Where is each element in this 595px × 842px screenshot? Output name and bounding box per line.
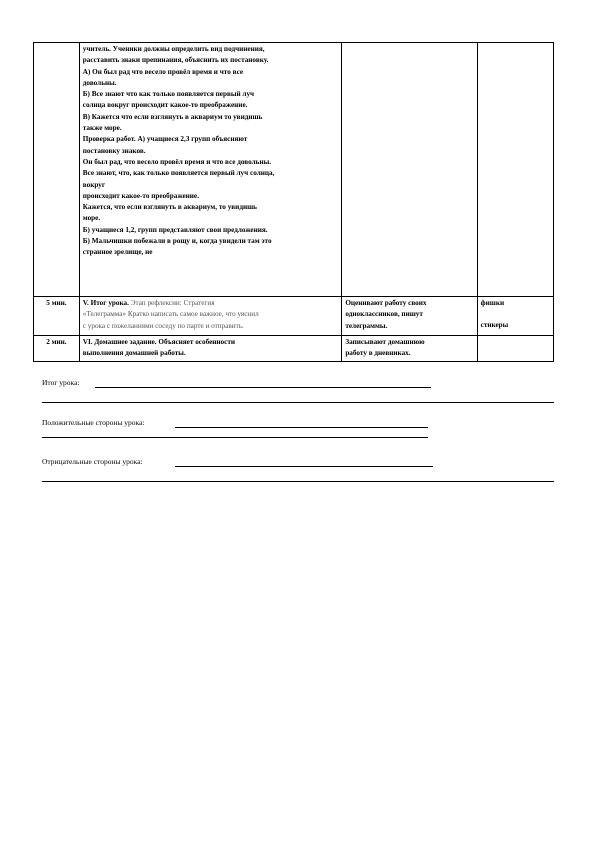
- teacher-activity-cell: [79, 297, 342, 336]
- underline: [95, 387, 431, 388]
- text-line: Записывают домашнюю: [345, 338, 425, 346]
- stage-text: Этап рефлексии: Стратегия: [128, 299, 215, 307]
- underline: [42, 402, 554, 403]
- table-row: [34, 43, 554, 297]
- text-line: «Телеграмма» Кратко написать самое важное, что уяснил: [82, 310, 259, 319]
- student-activity-cell: [342, 297, 477, 336]
- text-line: работу в дневниках.: [345, 349, 411, 358]
- text-line: постановку знаков.: [82, 146, 146, 155]
- text-line: Кажется, что если взглянуть в аквариум, то увидишь: [82, 203, 257, 212]
- text-line: с урока с пожеланиями соседу по парте и отправить.: [82, 321, 244, 330]
- text-line: фишки: [480, 299, 505, 307]
- text-line: телеграммы.: [345, 321, 388, 330]
- text-line: выполнения домашней работы.: [82, 349, 186, 358]
- text-line: солнца вокруг происходит какое-то преображение.: [82, 101, 248, 110]
- underline: [42, 437, 428, 438]
- negative-label: Отрицательные стороны урока:: [42, 457, 143, 466]
- text-line: также море.: [82, 124, 122, 133]
- text-line: Б) Мальчишки побежали в рощу и, когда увидели там это: [82, 237, 272, 246]
- text-line: Все знают, что, как только появляется первый луч солнца,: [82, 169, 275, 178]
- text-line: Оценивают работу своих: [345, 299, 427, 307]
- text-line: довольны.: [82, 78, 117, 87]
- text-line: расставить знаки препинания, объяснить их постановку.: [82, 56, 269, 65]
- text-line: А) Он был рад что весело провёл время и что все: [82, 67, 244, 76]
- teacher-activity-cell: [79, 336, 342, 362]
- time-cell: [34, 43, 80, 297]
- text-line: странное зрелище, не: [82, 248, 153, 257]
- text-line: [83, 337, 339, 348]
- text-line: Он был рад, что весело провёл время и что все довольны.: [82, 157, 272, 166]
- lesson-plan-table: [33, 42, 554, 362]
- stage-text: Объясняет особенности: [156, 338, 236, 346]
- positive-label: Положительные стороны урока:: [42, 418, 145, 427]
- underline: [175, 427, 428, 428]
- text-line: стикеры: [480, 321, 509, 330]
- student-activity-cell: [342, 43, 477, 297]
- time-cell: 2 мин.: [34, 336, 80, 362]
- text-line: вокруг: [82, 180, 106, 189]
- table-row: [34, 297, 554, 336]
- table-row: [34, 336, 554, 362]
- underline: [42, 481, 554, 482]
- resources-cell: [477, 43, 553, 297]
- stage-title: V. Итог урока.: [82, 299, 129, 307]
- teacher-activity-cell: [79, 43, 342, 297]
- text-line: одноклассников, пишут: [345, 310, 423, 319]
- underline: [175, 466, 433, 467]
- text-line: море.: [82, 214, 101, 223]
- time-cell: 5 мин.: [34, 297, 80, 336]
- text-line: Проверка работ. А) учащиеся 2,3 групп объясняют: [82, 135, 248, 144]
- text-line: Б) Все знают что как только появляется первый луч: [82, 90, 255, 99]
- text-line: учитель. Ученики должны определить вид подчинения,: [82, 45, 265, 53]
- text-line: [83, 298, 339, 309]
- text-line: происходит какое-то преображение.: [82, 191, 199, 200]
- stage-title: VI. Домашнее задание.: [82, 338, 157, 346]
- resources-cell: [477, 297, 553, 336]
- student-activity-cell: [342, 336, 477, 362]
- text-line: Б) учащиеся 1,2, групп представляют свои предложения.: [82, 225, 268, 234]
- result-label: Итог урока:: [42, 378, 80, 387]
- resources-cell: [477, 336, 553, 362]
- text-line: В) Кажется что если взглянуть в аквариум то увидишь: [82, 112, 263, 121]
